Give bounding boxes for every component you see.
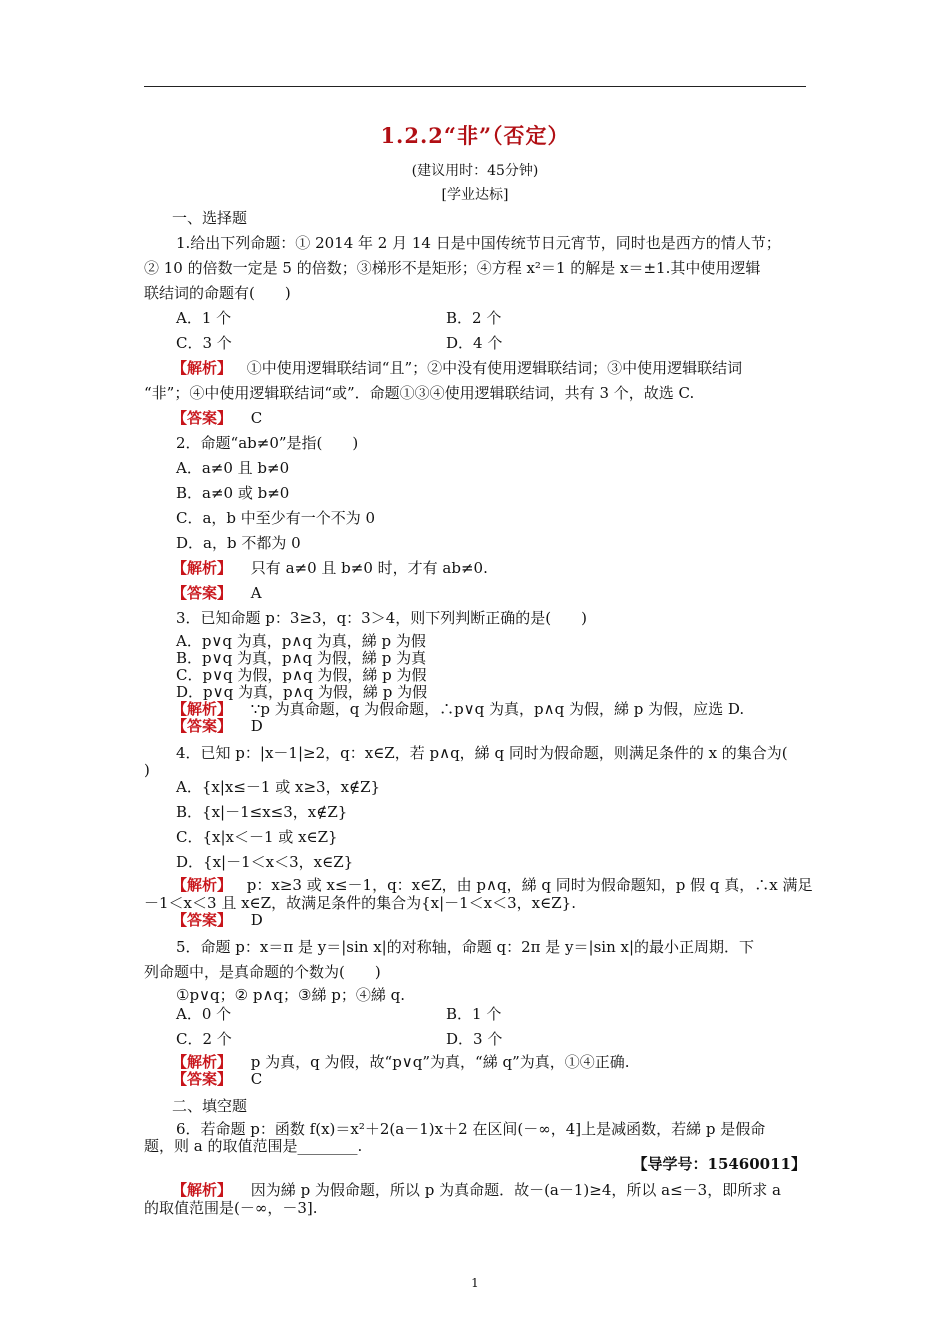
answer-tag: 【答案】 [172, 1070, 233, 1088]
q2-analysis [172, 558, 488, 578]
q2-option-c: C．a，b 中至少有一个不为 0 [176, 509, 376, 527]
section-heading-fill: 二、填空题 [172, 1097, 248, 1115]
q4-option-d: D．{x|－1＜x＜3，x∈Z} [176, 853, 354, 871]
q5-answer [172, 1071, 262, 1088]
q6-analysis [172, 1180, 781, 1200]
q1-option-d: D．4 个 [446, 334, 503, 352]
q3-option-c: C．p∨q 为假，p∧q 为假，綈 p 为假 [176, 666, 427, 684]
header-rule [144, 86, 806, 87]
q4-answer-value: D [250, 911, 263, 929]
answer-tag: 【答案】 [172, 911, 233, 929]
q3-analysis [172, 701, 744, 717]
q1-answer-value: C [250, 409, 263, 427]
q2-stem: 2．命题“ab≠0”是指( ) [176, 434, 359, 452]
q3-option-d: D．p∨q 为真，p∧q 为假，綈 p 为假 [176, 683, 428, 701]
analysis-tag: 【解析】 [172, 700, 233, 718]
q5-option-b: B．1 个 [446, 1005, 502, 1023]
q2-option-a: A．a≠0 且 b≠0 [176, 459, 290, 477]
q3-answer-value: D [250, 717, 263, 735]
section-tag: [学业达标] [441, 187, 509, 203]
q1-line1: 1.给出下列命题：① 2014 年 2 月 14 日是中国传统节日元宵节，同时也是西方的情人节； [176, 234, 781, 252]
q5-line3: ①p∨q；② p∧q；③綈 p；④綈 q. [176, 986, 405, 1004]
q4-option-a: A．{x|x≤－1 或 x≥3，x∉Z} [176, 778, 381, 796]
q4-answer [172, 912, 263, 929]
answer-tag: 【答案】 [172, 409, 233, 427]
analysis-tag: 【解析】 [172, 876, 233, 894]
q1-line2: ② 10 的倍数一定是 5 的倍数；③梯形不是矩形；④方程 x²＝1 的解是 x＝±1.其中使用逻辑 [144, 259, 761, 277]
q4-analysis-text: p：x≥3 或 x≤－1，q：x∈Z，由 p∧q，綈 q 同时为假命题知，p 假 q 真，∴x 满足 [246, 876, 813, 894]
q6-analysis-text: 因为綈 p 为假命题，所以 p 为真命题．故－(a－1)≥4，所以 a≤－3，即所求 a [250, 1181, 781, 1199]
q4-analysis [172, 877, 813, 894]
q5-option-c: C．2 个 [176, 1030, 232, 1048]
q4-option-c: C．{x|x＜－1 或 x∈Z} [176, 828, 338, 846]
q5-analysis-text: p 为真，q 为假，故“p∨q”为真，“綈 q”为真，①④正确. [250, 1053, 630, 1071]
q5-analysis [172, 1054, 630, 1071]
q5-line2: 列命题中，是真命题的个数为( ) [144, 963, 381, 981]
q2-answer-value: A [250, 584, 262, 602]
q1-analysis-line2: “非”；④中使用逻辑联结词“或”．命题①③④使用逻辑联结词，共有 3 个，故选 C. [144, 384, 695, 402]
page-title: 1.2.2“非”（否定） [380, 123, 570, 148]
q2-option-b: B．a≠0 或 b≠0 [176, 484, 290, 502]
q1-answer [172, 408, 262, 428]
q5-answer-value: C [250, 1070, 263, 1088]
section-heading-choice: 一、选择题 [172, 209, 248, 227]
q2-analysis-text: 只有 a≠0 且 b≠0 时，才有 ab≠0. [250, 559, 488, 577]
q5-line1: 5．命题 p：x＝π 是 y＝|sin x|的对称轴，命题 q：2π 是 y＝|sin x|的最小正周期．下 [176, 938, 755, 956]
q2-answer [172, 583, 262, 603]
analysis-tag: 【解析】 [172, 1181, 233, 1199]
q6-line1: 6．若命题 p：函数 f(x)＝x²＋2(a－1)x＋2 在区间(－∞，4]上是减函数，若綈 p 是假命 [176, 1120, 766, 1138]
analysis-tag: 【解析】 [172, 359, 233, 377]
q6-line2: 题，则 a 的取值范围是________. [144, 1137, 363, 1155]
analysis-tag: 【解析】 [172, 1053, 233, 1071]
q1-option-a: A．1 个 [176, 309, 232, 327]
analysis-tag: 【解析】 [172, 559, 233, 577]
guide-number: 【导学号：15460011】 [632, 1155, 806, 1173]
q4-line1: 4．已知 p：|x－1|≥2，q：x∈Z，若 p∧q，綈 q 同时为假命题，则满足条件的 x 的集合为( [176, 744, 788, 762]
q4-option-b: B．{x|－1≤x≤3，x∉Z} [176, 803, 348, 821]
q4-line2: ) [144, 761, 150, 779]
q1-analysis-text: ①中使用逻辑联结词“且”；②中没有使用逻辑联结词；③中使用逻辑联结词 [246, 359, 743, 377]
q1-option-c: C．3 个 [176, 334, 232, 352]
q3-analysis-text: ∵p 为真命题，q 为假命题，∴p∨q 为真，p∧q 为假，綈 p 为假，应选 D. [250, 700, 745, 718]
q1-option-b: B．2 个 [446, 309, 502, 327]
q1-line3: 联结词的命题有( ) [144, 284, 291, 302]
q6-analysis-line2: 的取值范围是(－∞，－3]. [144, 1199, 318, 1217]
page-number: 1 [471, 1276, 479, 1290]
q5-option-a: A．0 个 [176, 1005, 232, 1023]
q3-option-b: B．p∨q 为真，p∧q 为假，綈 p 为真 [176, 649, 427, 667]
q3-answer [172, 718, 263, 734]
answer-tag: 【答案】 [172, 584, 233, 602]
q2-option-d: D．a，b 不都为 0 [176, 534, 301, 552]
q5-option-d: D．3 个 [446, 1030, 503, 1048]
q3-option-a: A．p∨q 为真，p∧q 为真，綈 p 为假 [176, 632, 426, 650]
answer-tag: 【答案】 [172, 717, 233, 735]
q3-stem: 3．已知命题 p：3≥3，q：3＞4，则下列判断正确的是( ) [176, 609, 587, 627]
suggested-time: (建议用时：45分钟) [411, 163, 539, 179]
q4-analysis-line2: －1＜x＜3 且 x∈Z，故满足条件的集合为{x|－1＜x＜3，x∈Z}. [144, 894, 576, 912]
q1-analysis [172, 358, 742, 378]
